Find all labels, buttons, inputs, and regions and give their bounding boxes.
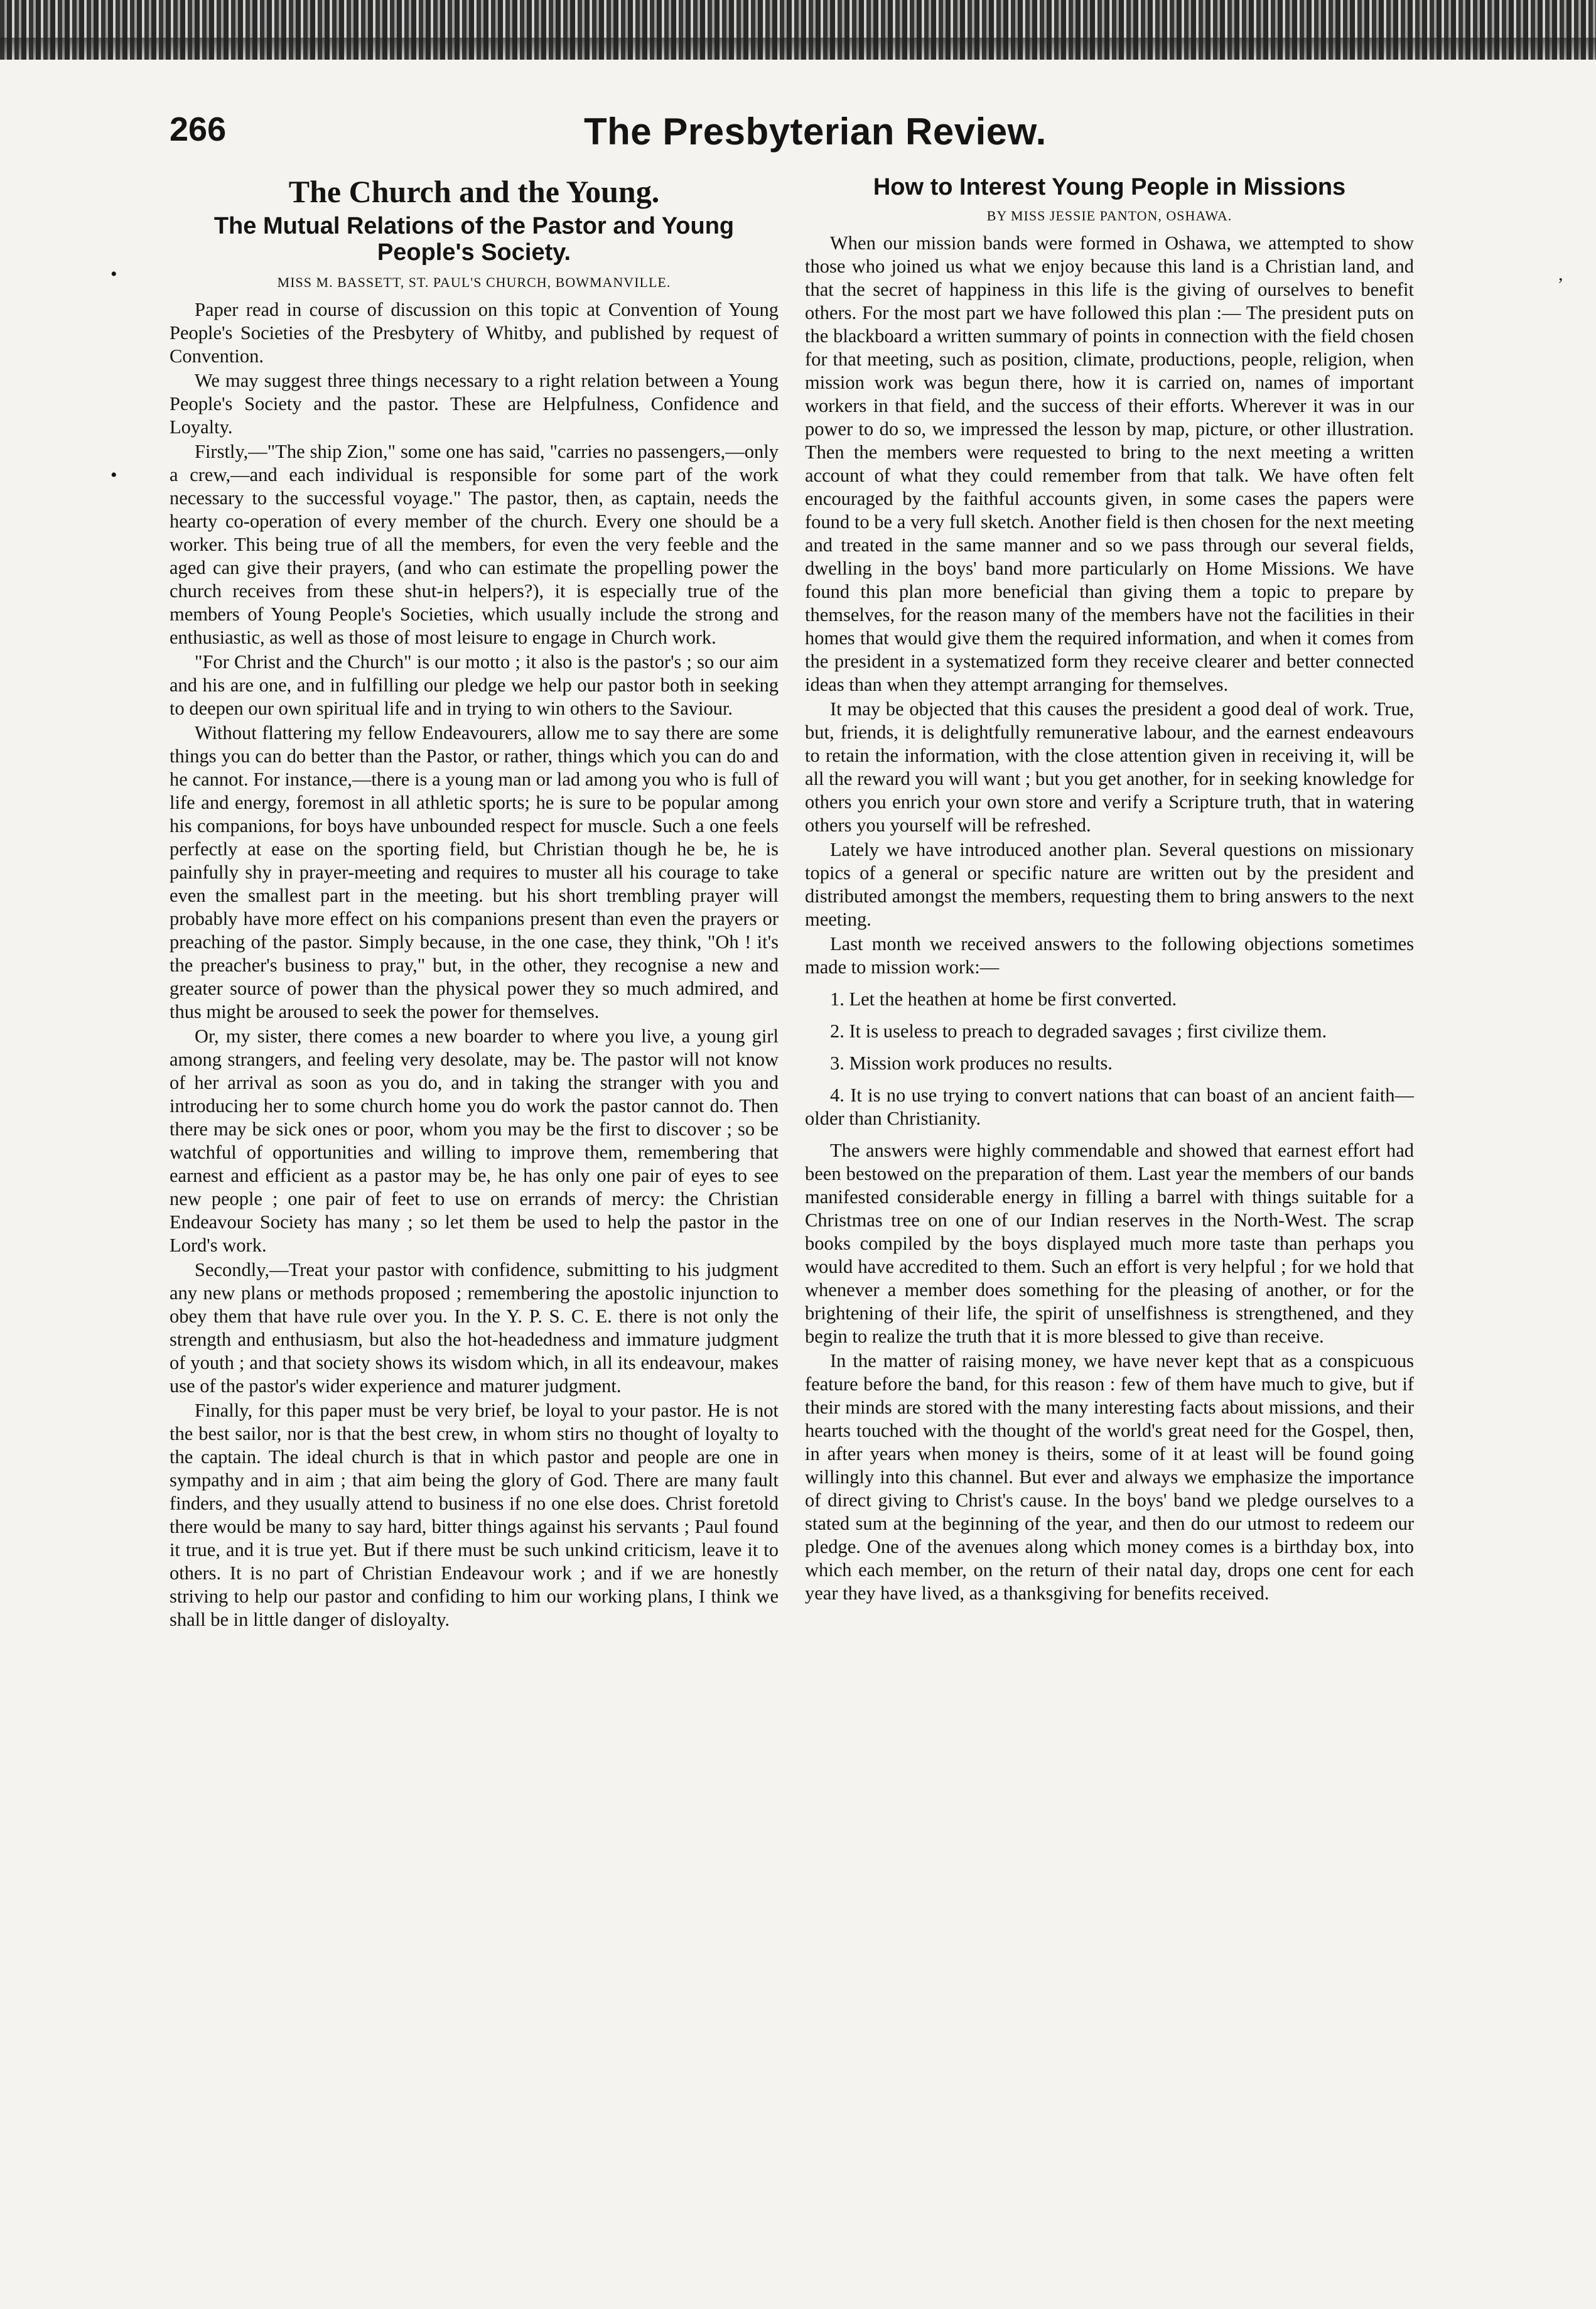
paragraph: The answers were highly commendable and showed that earnest effort had been bestowed on the preparation of them. Last year the members of our bands manifested considerable energy in filling a barrel with things suitable for a Christmas tree on one of our Indian reserves in the North-West. The scrap books compiled by the boys displayed much more taste than perhaps you would have accredited to them. Such an effort is very helpful ; for we hold that whenever a member does something for the pleasing of another, or for the brightening of their life, the spirit of unselfishness is strengthened, and they begin to realize the truth that it is more blessed to give than receive. [805,1140,1414,1347]
paragraph: Secondly,—Treat your pastor with confidence, submitting to his judgment any new plans or methods proposed ; remembering the apostolic injunction to obey them that have rule over you. In the Y. P. S. C. E. there is not only the strength and enthusiasm, but also the hot-headedness and immature judgment of youth ; and that society shows its wisdom which, in all its endeavour, makes use of the pastor's wider experience and maturer judgment. [170,1259,779,1397]
article-title: The Church and the Young. [288,174,660,209]
article-subtitle: The Mutual Relations of the Pastor and Young People's Society. [213,213,735,266]
paragraph: Finally, for this paper must be very brief, be loyal to your pastor. He is not the best sailor, nor is that the best crew, in whom stirs no thought of loyalty to the captain. The ideal church is that in which pastor and people are one in sympathy and in aim ; that aim being the glory of God. There are many fault finders, and they usually attend to business if no one else does. Christ foretold there would be many to say hard, bitter things against his servants ; Paul found it true, and it is true yet. But if there must be such unkind criticism, leave it to others. It is no part of Christian Endeavour work ; and if we are honestly striving to help our pastor and confiding to him our working plans, I think we shall be in little danger of disloyalty. [170,1400,779,1630]
left-column [170,173,779,1631]
margin-dot: • [111,465,117,485]
paragraph: Lately we have introduced another plan. Several questions on missionary topics of a general or specific nature are written out by the president and distributed amongst the members, requesting them to bring answers to the next meeting. [805,839,1414,930]
list-item: 1. Let the heathen at home be first converted. [830,988,1177,1010]
paragraph: "For Christ and the Church" is our motto ; it also is the pastor's ; so our aim and his are one, and in fulfilling our pledge we help our pastor both in seeking to deepen our own spiritual life and in trying to win others to the Saviour. [170,651,779,719]
article-title: How to Interest Young People in Missions [873,174,1346,200]
list-item: 3. Mission work produces no results. [830,1052,1113,1074]
list-item: 2. It is useless to preach to degraded savages ; first civilize them. [830,1020,1327,1042]
objections-list [805,988,1414,1130]
paragraph: In the matter of raising money, we have never kept that as a conspicuous feature before the band, for this reason : few of them have much to give, but if their minds are stored with the many interesting facts about missions, and their hearts touched with the thought of the world's great need for the Gospel, then, in after years when money is theirs, some of it at least will be found going willingly into this channel. But ever and always we emphasize the importance of direct giving to Christ's cause. In the boys' band we pledge ourselves to a stated sum at the beginning of the year, and then do our utmost to redeem our pledge. One of the avenues along which money comes is a birthday box, into which each member, on the return of their natal day, drops one cent for each year they have lived, as a thanksgiving for benefits received. [805,1350,1414,1604]
page-number: 266 [170,111,227,148]
paragraph: Or, my sister, there comes a new boarder to where you live, a young girl among strangers, and feeling very desolate, may be. The pastor will not know of her arrival as soon as you do, and in taking the stranger with you and introducing her to some church home you do work the pastor cannot do. Then there may be sick ones or poor, whom you may be the first to discover ; so be watchful of opportunities and willing to improve them, remembering that earnest and efficient as a pastor may be, he has only one pair of eyes to see new people ; one pair of feet to use on errands of mercy: the Christian Endeavour Society has many ; so let them be used to help the pastor in the Lord's work. [170,1025,779,1256]
article-byline: MISS M. BASSETT, ST. PAUL'S CHURCH, BOWMANVILLE. [277,274,671,290]
paragraph: Firstly,—"The ship Zion," some one has said, "carries no passengers,—only a crew,—and each individual is responsible for some part of the work necessary to the successful voyage." The pastor, then, as captain, needs the hearty co-operation of every member of the church. Every one should be a worker. This being true of all the members, for even the very feeble and the aged can give their prayers, (and who can estimate the propelling power the church receives from these shut-in helpers?), it is especially true of the members of Young People's Societies, which usually include the strong and enthusiastic, as well as those of most leisure to engage in Church work. [170,441,779,648]
paragraph: Without flattering my fellow Endeavourers, allow me to say there are some things you can do better than the Pastor, or rather, things which you can do and he cannot. For instance,—there is a young man or lad among you who is full of life and energy, foremost in all athletic sports; he is sure to be popular among his companions, for boys have unbounded respect for muscle. Such a one feels perfectly at ease on the sporting field, but Christian though he be, he is painfully shy in prayer-meeting and requires to muster all his courage to take even the smallest part in the meeting. but his short trembling prayer will probably have more effect on his companions present than even the prayers or preaching of the pastor. Simply because, in the one case, they think, "Oh ! it's the preacher's business to pray," but, in the other, they recognise a new and greater source of power than the physical power they so much admired, and thus might be aroused to seek the power for themselves. [170,722,779,1022]
margin-tick: , [1558,264,1563,284]
page-header [170,110,1425,160]
paragraph: Last month we received answers to the following objections sometimes made to mission work:— [805,933,1414,978]
paragraph: We may suggest three things necessary to a right relation between a Young People's Society and the pastor. These are Helpfulness, Confidence and Loyalty. [170,370,779,438]
paragraph: When our mission bands were formed in Oshawa, we attempted to show those who joined us what we enjoy because this land is a Christian land, and that the secret of happiness in this life is the giving of ourselves to benefit others. For the most part we have followed this plan :— The president puts on the blackboard a written summary of points in connection with the field chosen for that meeting, such as position, climate, productions, people, religion, when mission work was begun there, how it is carried on, names of important workers in that field, and the success of their efforts. Wherever it was in our power to do so, we impressed the lesson by map, picture, or other illustration. Then the members were requested to bring to the next meeting a written account of what they could remember from that talk. We have often felt encouraged by the faithful accounts given, in some cases the papers were found to be a very full sketch. Another field is then chosen for the next meeting and treated in the same manner and so we pass through our several fields, dwelling in the boys' band more particularly on Home Missions. We have found this plan more beneficial than giving them a topic to prepare by themselves, for the reason many of the members have not the facilities in their homes that would give them the required information, and when it comes from the president in a systematized form they receive clearer and better connected ideas than when they attempt arranging for themselves. [805,232,1414,695]
article-byline: BY MISS JESSIE PANTON, OSHAWA. [986,208,1232,224]
margin-dot: • [111,264,117,284]
editorial-note: Paper read in course of discussion on this topic at Convention of Young People's Societies of the Presbytery of Whitby, and published by request of Convention. [170,299,779,367]
scan-edge-band [0,0,1596,60]
paragraph: It may be objected that this causes the president a good deal of work. True, but, friends, it is delightfully remunerative labour, and the earnest endeavours to retain the information, with the close attention given in receiving it, will be all the reward you will want ; but you get another, for in seeking knowledge for others you enrich your own store and verify a Scripture truth, that in watering others you yourself will be refreshed. [805,698,1414,836]
list-item: 4. It is no use trying to convert nations that can boast of an ancient faith—older than Christianity. [805,1084,1414,1129]
journal-title: The Presbyterian Review. [584,111,1047,153]
right-column [805,173,1414,1605]
